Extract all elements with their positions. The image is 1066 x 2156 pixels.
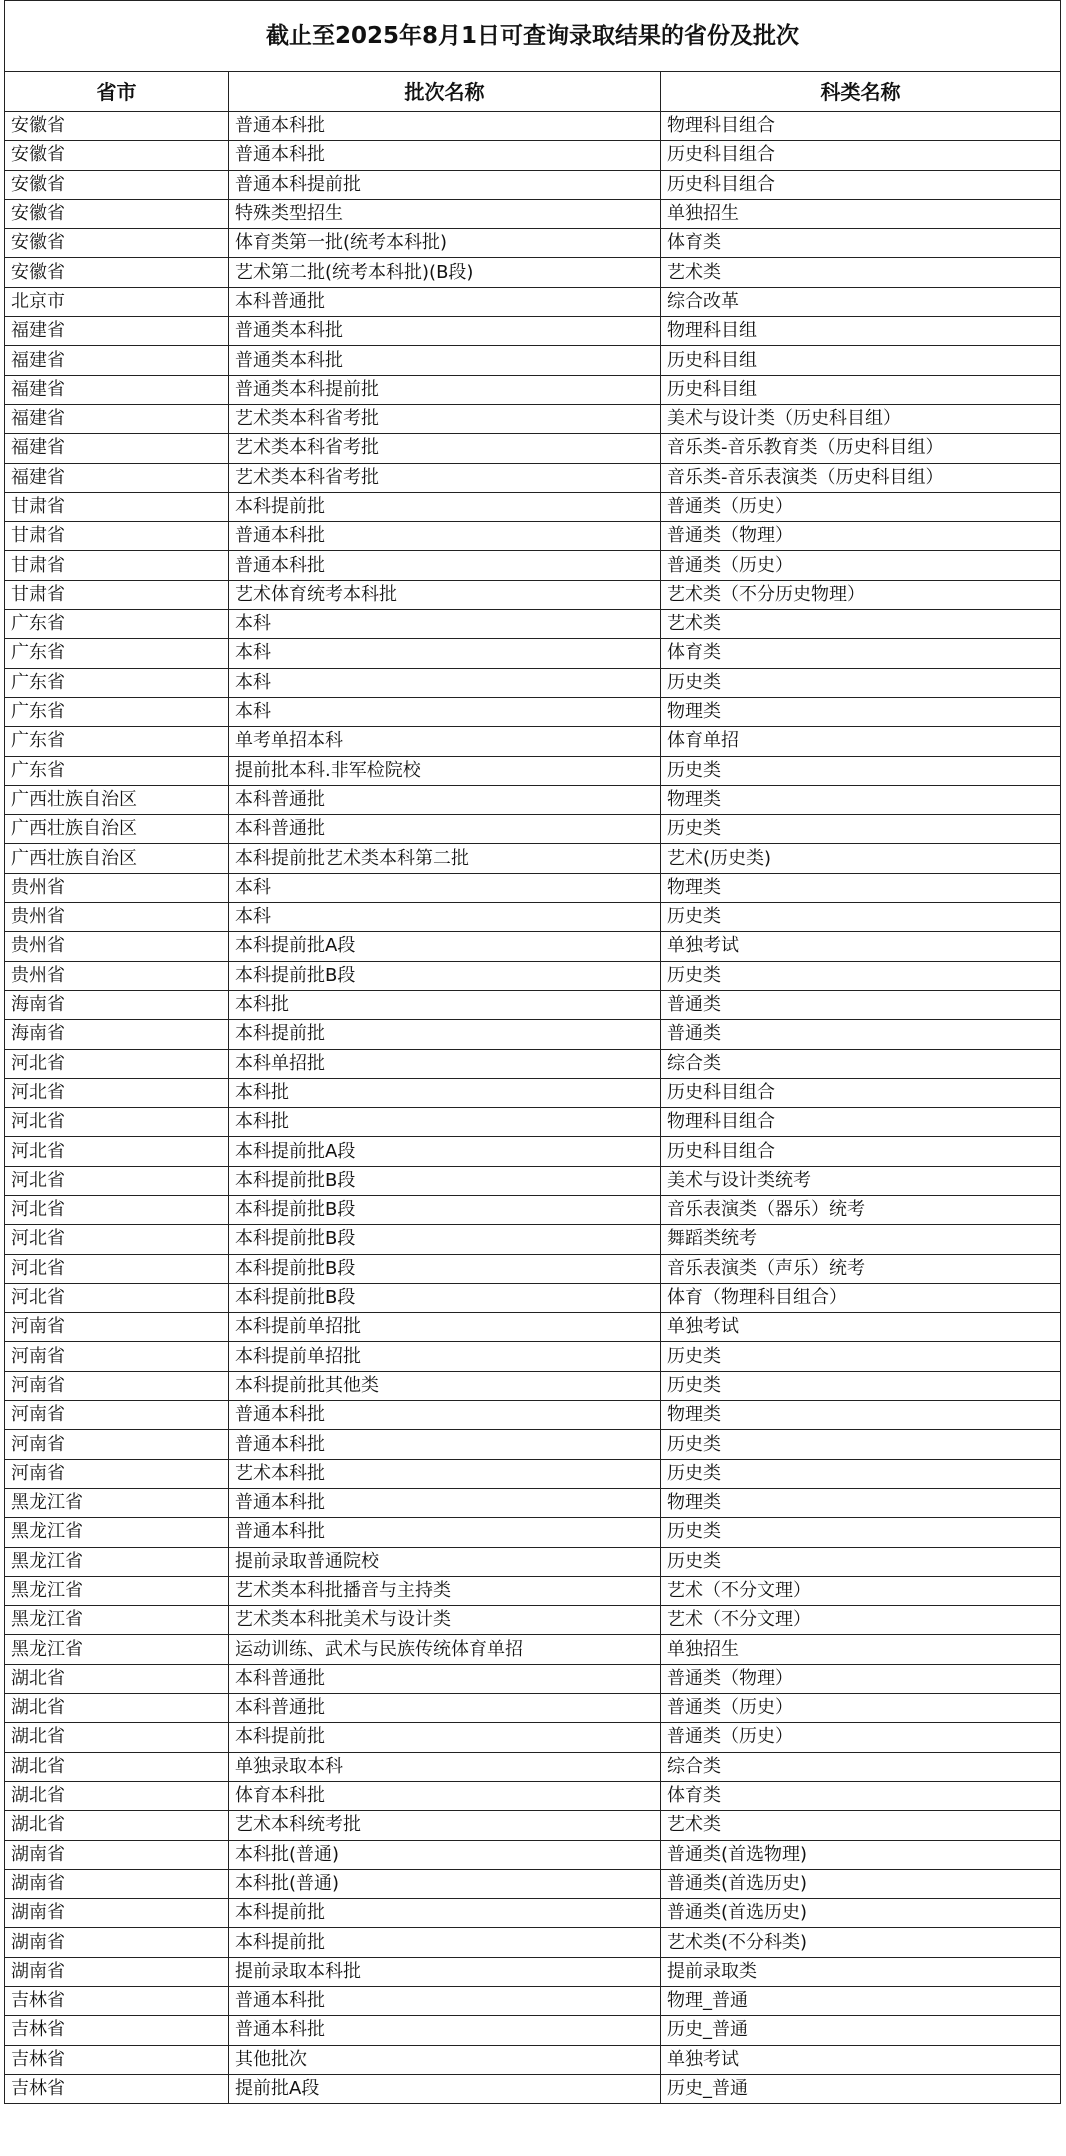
cell-province: 湖北省	[5, 1723, 229, 1752]
table-row	[5, 1401, 1061, 1430]
cell-batch-name: 体育本科批	[229, 1781, 661, 1810]
cell-province: 湖北省	[5, 1811, 229, 1840]
cell-province: 广东省	[5, 756, 229, 785]
cell-batch-name: 普通本科批	[229, 1987, 661, 2016]
table-row	[5, 580, 1061, 609]
table-row	[5, 815, 1061, 844]
cell-category-name: 普通类（历史）	[661, 1723, 1061, 1752]
cell-batch-name: 提前批A段	[229, 2074, 661, 2103]
cell-province: 广东省	[5, 639, 229, 668]
cell-province: 甘肃省	[5, 492, 229, 521]
table-row	[5, 697, 1061, 726]
cell-category-name: 历史科目组合	[661, 170, 1061, 199]
cell-batch-name: 本科提前批B段	[229, 1254, 661, 1283]
header-category-name: 科类名称	[661, 72, 1061, 112]
cell-category-name: 历史科目组合	[661, 1137, 1061, 1166]
table-row	[5, 1752, 1061, 1781]
cell-batch-name: 本科提前批	[229, 1899, 661, 1928]
cell-province: 安徽省	[5, 229, 229, 258]
cell-province: 河北省	[5, 1283, 229, 1312]
cell-province: 河北省	[5, 1078, 229, 1107]
cell-province: 贵州省	[5, 932, 229, 961]
cell-batch-name: 其他批次	[229, 2045, 661, 2074]
table-row	[5, 1987, 1061, 2016]
table-row	[5, 1723, 1061, 1752]
cell-province: 安徽省	[5, 112, 229, 141]
cell-province: 安徽省	[5, 199, 229, 228]
cell-batch-name: 提前批本科.非军检院校	[229, 756, 661, 785]
table-row	[5, 1928, 1061, 1957]
cell-category-name: 提前录取类	[661, 1957, 1061, 1986]
table-row	[5, 522, 1061, 551]
cell-category-name: 物理科目组合	[661, 1108, 1061, 1137]
table-row	[5, 903, 1061, 932]
cell-batch-name: 普通本科批	[229, 141, 661, 170]
cell-category-name: 体育单招	[661, 727, 1061, 756]
cell-category-name: 美术与设计类（历史科目组）	[661, 404, 1061, 433]
cell-category-name: 体育类	[661, 639, 1061, 668]
cell-batch-name: 普通类本科批	[229, 346, 661, 375]
cell-batch-name: 本科单招批	[229, 1049, 661, 1078]
cell-province: 河南省	[5, 1313, 229, 1342]
cell-category-name: 物理类	[661, 1401, 1061, 1430]
cell-batch-name: 本科提前批B段	[229, 1225, 661, 1254]
cell-province: 安徽省	[5, 141, 229, 170]
table-row	[5, 1957, 1061, 1986]
table-row	[5, 990, 1061, 1019]
cell-province: 河南省	[5, 1430, 229, 1459]
cell-category-name: 历史_普通	[661, 2016, 1061, 2045]
cell-province: 河北省	[5, 1195, 229, 1224]
table-row	[5, 1078, 1061, 1107]
cell-category-name: 普通类(首选历史)	[661, 1869, 1061, 1898]
cell-batch-name: 提前录取普通院校	[229, 1547, 661, 1576]
table-row	[5, 1020, 1061, 1049]
table-row	[5, 1781, 1061, 1810]
cell-category-name: 历史科目组	[661, 375, 1061, 404]
cell-category-name: 艺术类（不分历史物理）	[661, 580, 1061, 609]
table-row	[5, 756, 1061, 785]
cell-province: 吉林省	[5, 2074, 229, 2103]
table-row	[5, 1225, 1061, 1254]
cell-category-name: 音乐类-音乐教育类（历史科目组）	[661, 434, 1061, 463]
cell-batch-name: 本科	[229, 610, 661, 639]
cell-category-name: 普通类（历史）	[661, 551, 1061, 580]
table-row	[5, 1108, 1061, 1137]
table-row	[5, 551, 1061, 580]
admission-table-sheet	[4, 0, 1060, 2104]
table-row	[5, 1137, 1061, 1166]
cell-category-name: 普通类（物理）	[661, 1664, 1061, 1693]
cell-province: 甘肃省	[5, 580, 229, 609]
table-row	[5, 961, 1061, 990]
table-row	[5, 668, 1061, 697]
cell-province: 河南省	[5, 1342, 229, 1371]
cell-province: 贵州省	[5, 903, 229, 932]
cell-province: 河北省	[5, 1049, 229, 1078]
cell-batch-name: 艺术类本科省考批	[229, 404, 661, 433]
table-row	[5, 785, 1061, 814]
table-row	[5, 1254, 1061, 1283]
cell-category-name: 艺术(历史类)	[661, 844, 1061, 873]
cell-category-name: 历史_普通	[661, 2074, 1061, 2103]
table-row	[5, 112, 1061, 141]
cell-province: 湖北省	[5, 1752, 229, 1781]
table-row	[5, 1371, 1061, 1400]
table-row	[5, 639, 1061, 668]
cell-batch-name: 单独录取本科	[229, 1752, 661, 1781]
header-row	[5, 72, 1061, 112]
cell-batch-name: 艺术类本科批美术与设计类	[229, 1606, 661, 1635]
cell-province: 湖南省	[5, 1928, 229, 1957]
table-row	[5, 2074, 1061, 2103]
cell-province: 贵州省	[5, 873, 229, 902]
cell-province: 黑龙江省	[5, 1488, 229, 1517]
table-row	[5, 1283, 1061, 1312]
cell-batch-name: 本科提前单招批	[229, 1342, 661, 1371]
cell-category-name: 历史科目组合	[661, 141, 1061, 170]
cell-category-name: 普通类(首选历史)	[661, 1899, 1061, 1928]
cell-category-name: 音乐表演类（声乐）统考	[661, 1254, 1061, 1283]
cell-batch-name: 本科	[229, 697, 661, 726]
cell-category-name: 体育类	[661, 229, 1061, 258]
cell-batch-name: 本科批	[229, 1108, 661, 1137]
cell-batch-name: 本科提前单招批	[229, 1313, 661, 1342]
cell-batch-name: 普通本科批	[229, 2016, 661, 2045]
table-row	[5, 2045, 1061, 2074]
table-row	[5, 199, 1061, 228]
cell-category-name: 普通类（物理）	[661, 522, 1061, 551]
table-row	[5, 1899, 1061, 1928]
cell-batch-name: 本科提前批B段	[229, 961, 661, 990]
cell-province: 安徽省	[5, 258, 229, 287]
table-row	[5, 1313, 1061, 1342]
table-row	[5, 727, 1061, 756]
cell-category-name: 历史类	[661, 1430, 1061, 1459]
cell-category-name: 普通类	[661, 1020, 1061, 1049]
cell-province: 海南省	[5, 990, 229, 1019]
cell-category-name: 单独招生	[661, 199, 1061, 228]
cell-province: 福建省	[5, 317, 229, 346]
cell-batch-name: 本科	[229, 668, 661, 697]
cell-province: 福建省	[5, 375, 229, 404]
cell-category-name: 艺术（不分文理）	[661, 1606, 1061, 1635]
cell-batch-name: 本科普通批	[229, 1694, 661, 1723]
table-row	[5, 1694, 1061, 1723]
cell-province: 广西壮族自治区	[5, 785, 229, 814]
cell-batch-name: 普通本科批	[229, 1488, 661, 1517]
table-row	[5, 492, 1061, 521]
cell-province: 广西壮族自治区	[5, 844, 229, 873]
cell-batch-name: 普通类本科批	[229, 317, 661, 346]
table-row	[5, 1635, 1061, 1664]
cell-category-name: 普通类（历史）	[661, 492, 1061, 521]
cell-category-name: 普通类（历史）	[661, 1694, 1061, 1723]
cell-province: 湖南省	[5, 1899, 229, 1928]
header-province: 省市	[5, 72, 229, 112]
table-row	[5, 1606, 1061, 1635]
admission-table	[4, 0, 1061, 2104]
cell-batch-name: 本科	[229, 873, 661, 902]
table-row	[5, 375, 1061, 404]
cell-category-name: 物理科目组合	[661, 112, 1061, 141]
cell-category-name: 体育（物理科目组合）	[661, 1283, 1061, 1312]
table-row	[5, 1342, 1061, 1371]
cell-batch-name: 本科提前批B段	[229, 1195, 661, 1224]
table-body	[5, 112, 1061, 2104]
cell-category-name: 历史类	[661, 1518, 1061, 1547]
cell-category-name: 物理_普通	[661, 1987, 1061, 2016]
cell-batch-name: 艺术类本科省考批	[229, 463, 661, 492]
table-row	[5, 1518, 1061, 1547]
table-row	[5, 844, 1061, 873]
cell-province: 福建省	[5, 463, 229, 492]
cell-batch-name: 单考单招本科	[229, 727, 661, 756]
table-row	[5, 1459, 1061, 1488]
table-row	[5, 1488, 1061, 1517]
title-row	[5, 1, 1061, 72]
cell-batch-name: 本科提前批	[229, 1723, 661, 1752]
cell-batch-name: 艺术类本科省考批	[229, 434, 661, 463]
cell-province: 湖南省	[5, 1957, 229, 1986]
cell-province: 河北省	[5, 1254, 229, 1283]
cell-province: 湖北省	[5, 1664, 229, 1693]
table-row	[5, 1576, 1061, 1605]
cell-category-name: 物理类	[661, 1488, 1061, 1517]
table-title: 截止至2025年8月1日可查询录取结果的省份及批次	[5, 1, 1061, 72]
cell-category-name: 综合改革	[661, 287, 1061, 316]
cell-province: 湖北省	[5, 1694, 229, 1723]
cell-category-name: 普通类	[661, 990, 1061, 1019]
cell-province: 海南省	[5, 1020, 229, 1049]
cell-category-name: 历史类	[661, 1547, 1061, 1576]
table-row	[5, 141, 1061, 170]
cell-category-name: 艺术类	[661, 1811, 1061, 1840]
table-row	[5, 170, 1061, 199]
cell-province: 广西壮族自治区	[5, 815, 229, 844]
cell-province: 黑龙江省	[5, 1635, 229, 1664]
table-row	[5, 229, 1061, 258]
cell-category-name: 普通类(首选物理)	[661, 1840, 1061, 1869]
table-row	[5, 1664, 1061, 1693]
table-row	[5, 346, 1061, 375]
cell-batch-name: 本科普通批	[229, 287, 661, 316]
cell-province: 福建省	[5, 434, 229, 463]
cell-province: 吉林省	[5, 1987, 229, 2016]
table-row	[5, 463, 1061, 492]
cell-category-name: 历史类	[661, 756, 1061, 785]
cell-province: 湖北省	[5, 1781, 229, 1810]
cell-category-name: 历史类	[661, 1371, 1061, 1400]
cell-category-name: 历史类	[661, 1459, 1061, 1488]
table-row	[5, 873, 1061, 902]
header-batch-name: 批次名称	[229, 72, 661, 112]
cell-category-name: 历史类	[661, 815, 1061, 844]
cell-batch-name: 艺术体育统考本科批	[229, 580, 661, 609]
cell-category-name: 单独考试	[661, 932, 1061, 961]
cell-batch-name: 特殊类型招生	[229, 199, 661, 228]
cell-province: 广东省	[5, 610, 229, 639]
cell-batch-name: 本科批	[229, 1078, 661, 1107]
cell-batch-name: 提前录取本科批	[229, 1957, 661, 1986]
cell-province: 河南省	[5, 1401, 229, 1430]
cell-province: 黑龙江省	[5, 1606, 229, 1635]
cell-category-name: 物理类	[661, 785, 1061, 814]
cell-category-name: 单独考试	[661, 2045, 1061, 2074]
cell-category-name: 艺术类(不分科类)	[661, 1928, 1061, 1957]
cell-category-name: 物理类	[661, 873, 1061, 902]
cell-batch-name: 本科批(普通)	[229, 1840, 661, 1869]
table-row	[5, 1811, 1061, 1840]
table-row	[5, 434, 1061, 463]
cell-province: 福建省	[5, 346, 229, 375]
cell-batch-name: 普通类本科提前批	[229, 375, 661, 404]
cell-province: 黑龙江省	[5, 1518, 229, 1547]
table-row	[5, 1195, 1061, 1224]
table-row	[5, 610, 1061, 639]
cell-category-name: 音乐类-音乐表演类（历史科目组）	[661, 463, 1061, 492]
cell-batch-name: 普通本科提前批	[229, 170, 661, 199]
cell-province: 广东省	[5, 668, 229, 697]
cell-category-name: 物理科目组	[661, 317, 1061, 346]
cell-batch-name: 本科提前批	[229, 1020, 661, 1049]
cell-batch-name: 本科提前批B段	[229, 1283, 661, 1312]
cell-category-name: 历史类	[661, 668, 1061, 697]
cell-batch-name: 普通本科批	[229, 1518, 661, 1547]
cell-batch-name: 艺术本科统考批	[229, 1811, 661, 1840]
cell-province: 吉林省	[5, 2016, 229, 2045]
table-row	[5, 932, 1061, 961]
cell-province: 河南省	[5, 1459, 229, 1488]
cell-batch-name: 本科提前批	[229, 1928, 661, 1957]
cell-batch-name: 本科提前批其他类	[229, 1371, 661, 1400]
cell-batch-name: 本科提前批A段	[229, 932, 661, 961]
cell-batch-name: 艺术本科批	[229, 1459, 661, 1488]
table-row	[5, 1840, 1061, 1869]
cell-province: 湖南省	[5, 1840, 229, 1869]
cell-province: 河北省	[5, 1137, 229, 1166]
cell-category-name: 历史类	[661, 1342, 1061, 1371]
cell-province: 河北省	[5, 1108, 229, 1137]
table-row	[5, 287, 1061, 316]
cell-province: 甘肃省	[5, 551, 229, 580]
cell-batch-name: 普通本科批	[229, 112, 661, 141]
cell-batch-name: 艺术第二批(统考本科批)(B段)	[229, 258, 661, 287]
cell-batch-name: 艺术类本科批播音与主持类	[229, 1576, 661, 1605]
table-row	[5, 2016, 1061, 2045]
cell-batch-name: 体育类第一批(统考本科批)	[229, 229, 661, 258]
cell-province: 河北省	[5, 1166, 229, 1195]
cell-province: 河南省	[5, 1371, 229, 1400]
cell-province: 贵州省	[5, 961, 229, 990]
cell-province: 北京市	[5, 287, 229, 316]
cell-batch-name: 运动训练、武术与民族传统体育单招	[229, 1635, 661, 1664]
table-row	[5, 1049, 1061, 1078]
cell-batch-name: 本科	[229, 903, 661, 932]
cell-category-name: 艺术类	[661, 610, 1061, 639]
cell-category-name: 历史类	[661, 961, 1061, 990]
cell-category-name: 单独考试	[661, 1313, 1061, 1342]
table-row	[5, 1166, 1061, 1195]
cell-batch-name: 本科提前批A段	[229, 1137, 661, 1166]
cell-batch-name: 普通本科批	[229, 551, 661, 580]
cell-province: 黑龙江省	[5, 1547, 229, 1576]
cell-province: 安徽省	[5, 170, 229, 199]
cell-batch-name: 本科提前批B段	[229, 1166, 661, 1195]
cell-batch-name: 普通本科批	[229, 1430, 661, 1459]
table-row	[5, 1869, 1061, 1898]
cell-batch-name: 本科提前批艺术类本科第二批	[229, 844, 661, 873]
cell-category-name: 历史类	[661, 903, 1061, 932]
cell-category-name: 美术与设计类统考	[661, 1166, 1061, 1195]
cell-category-name: 音乐表演类（器乐）统考	[661, 1195, 1061, 1224]
cell-category-name: 历史科目组	[661, 346, 1061, 375]
cell-category-name: 艺术类	[661, 258, 1061, 287]
table-row	[5, 258, 1061, 287]
cell-batch-name: 本科	[229, 639, 661, 668]
cell-batch-name: 普通本科批	[229, 522, 661, 551]
cell-province: 广东省	[5, 727, 229, 756]
cell-category-name: 体育类	[661, 1781, 1061, 1810]
cell-province: 河北省	[5, 1225, 229, 1254]
table-row	[5, 404, 1061, 433]
cell-category-name: 单独招生	[661, 1635, 1061, 1664]
cell-province: 甘肃省	[5, 522, 229, 551]
cell-province: 黑龙江省	[5, 1576, 229, 1605]
cell-province: 吉林省	[5, 2045, 229, 2074]
cell-province: 福建省	[5, 404, 229, 433]
table-row	[5, 317, 1061, 346]
cell-batch-name: 本科普通批	[229, 1664, 661, 1693]
cell-category-name: 舞蹈类统考	[661, 1225, 1061, 1254]
cell-province: 湖南省	[5, 1869, 229, 1898]
table-row	[5, 1547, 1061, 1576]
cell-category-name: 艺术（不分文理）	[661, 1576, 1061, 1605]
cell-batch-name: 普通本科批	[229, 1401, 661, 1430]
cell-batch-name: 本科普通批	[229, 815, 661, 844]
cell-batch-name: 本科批	[229, 990, 661, 1019]
cell-province: 广东省	[5, 697, 229, 726]
cell-category-name: 综合类	[661, 1752, 1061, 1781]
cell-batch-name: 本科批(普通)	[229, 1869, 661, 1898]
cell-category-name: 综合类	[661, 1049, 1061, 1078]
table-row	[5, 1430, 1061, 1459]
cell-batch-name: 本科普通批	[229, 785, 661, 814]
cell-batch-name: 本科提前批	[229, 492, 661, 521]
cell-category-name: 物理类	[661, 697, 1061, 726]
cell-category-name: 历史科目组合	[661, 1078, 1061, 1107]
